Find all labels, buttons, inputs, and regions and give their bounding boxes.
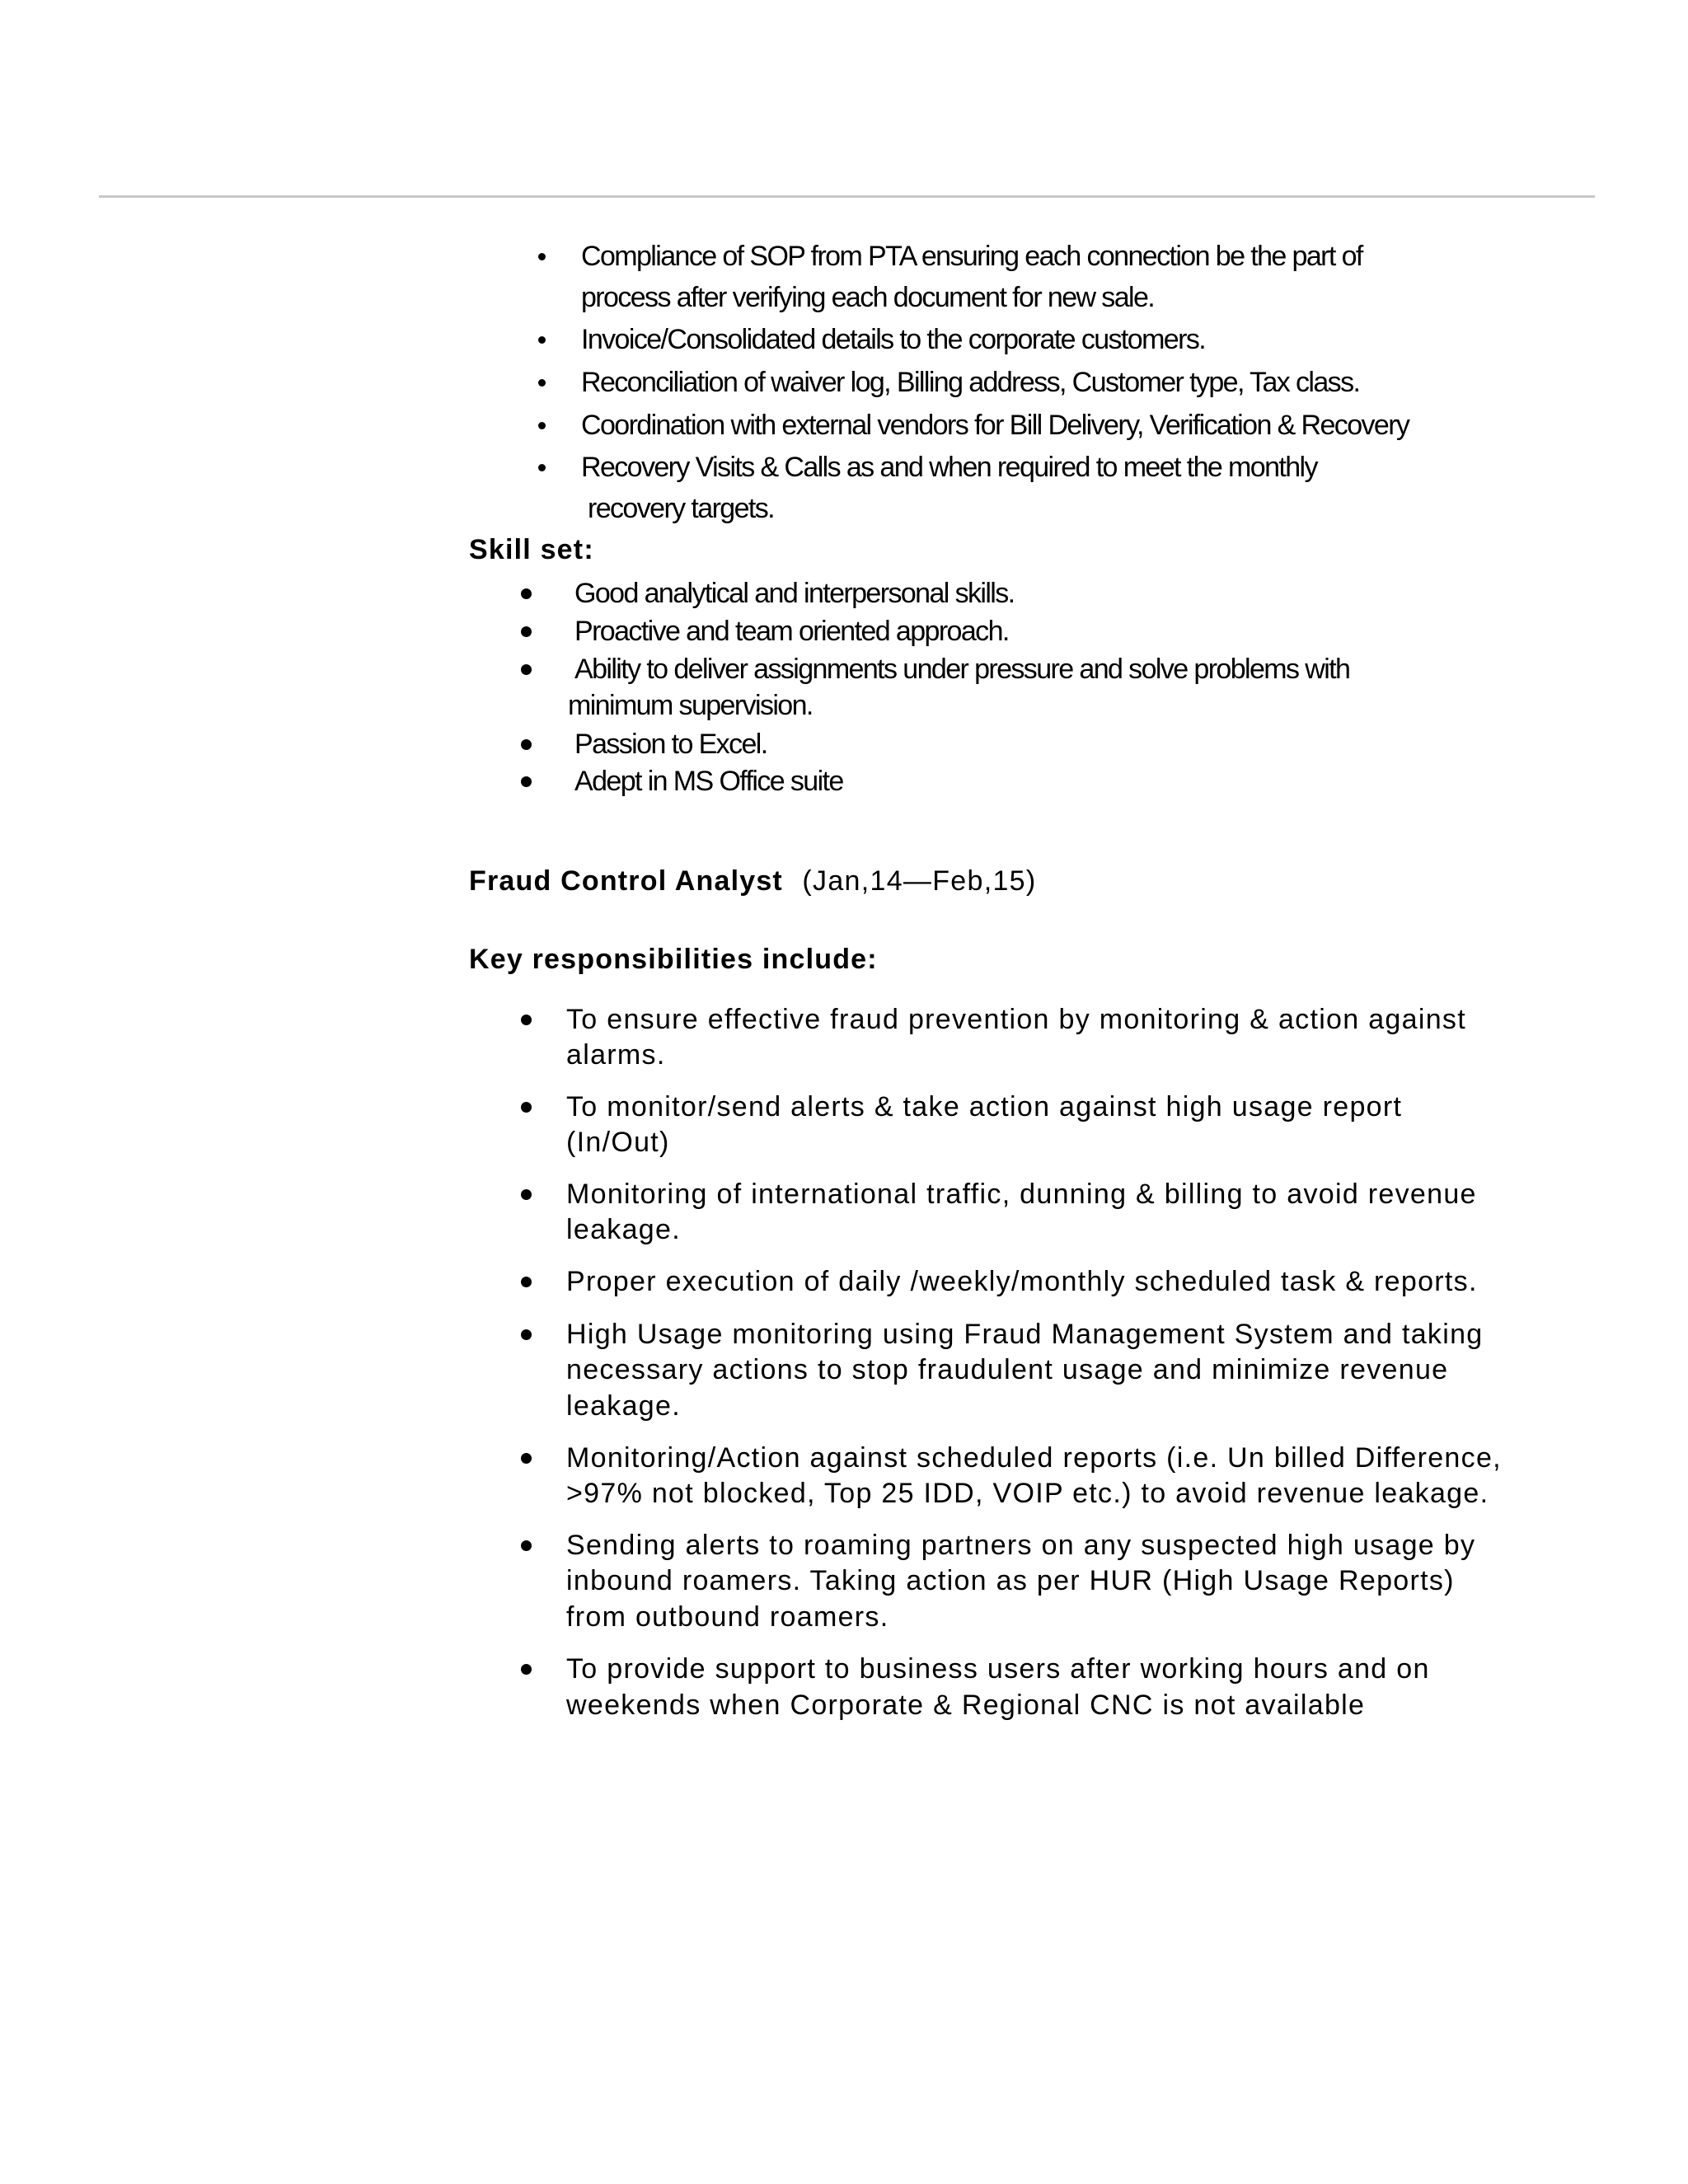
bullet-icon	[521, 1329, 532, 1340]
job-title-line	[469, 864, 1037, 898]
job-dates: (Jan,14—Feb,15)	[802, 865, 1037, 897]
list-item: Monitoring of international traffic, dunning & billing to avoid revenue	[566, 1179, 1477, 1210]
bullet-icon	[538, 422, 546, 429]
bullet-icon	[538, 464, 546, 471]
list-item-continuation: >97% not blocked, Top 25 IDD, VOIP etc.) to avoid revenue leakage.	[566, 1478, 1489, 1509]
bullet-icon	[521, 1277, 532, 1287]
list-item: Ability to deliver assignments under pressure and solve problems with	[574, 654, 1350, 685]
list-item: Monitoring/Action against scheduled reports (i.e. Un billed Difference,	[566, 1442, 1502, 1474]
list-item: Proper execution of daily /weekly/monthly scheduled task & reports.	[566, 1266, 1478, 1297]
list-item-continuation: alarms.	[566, 1039, 666, 1071]
bullet-icon	[521, 1189, 532, 1200]
list-item-continuation: from outbound roamers.	[566, 1601, 889, 1633]
header-divider	[99, 195, 1595, 198]
list-item-continuation: minimum supervision.	[568, 690, 813, 721]
list-item: Good analytical and interpersonal skills.	[574, 578, 1015, 609]
bullet-icon	[538, 379, 546, 387]
list-item: To provide support to business users after working hours and on	[566, 1653, 1430, 1685]
list-item: Sending alerts to roaming partners on any suspected high usage by	[566, 1530, 1476, 1561]
list-item: To monitor/send alerts & take action against high usage report	[566, 1091, 1403, 1122]
list-item-continuation: inbound roamers. Taking action as per HUR (High Usage Reports)	[566, 1565, 1455, 1596]
list-item: Reconciliation of waiver log, Billing address, Customer type, Tax class.	[581, 367, 1360, 398]
list-item: High Usage monitoring using Fraud Management System and taking	[566, 1319, 1484, 1350]
list-item: Adept in MS Office suite	[574, 766, 843, 797]
list-item: Compliance of SOP from PTA ensuring each connection be the part of	[581, 241, 1362, 272]
bullet-icon	[521, 664, 532, 675]
bullet-icon	[521, 588, 532, 599]
bullet-icon	[538, 253, 546, 260]
list-item: Passion to Excel.	[574, 729, 767, 760]
responsibilities-heading: Key responsibilities include:	[469, 944, 878, 975]
bullet-icon	[521, 1540, 532, 1551]
list-item-continuation: necessary actions to stop fraudulent usage and minimize revenue	[566, 1354, 1449, 1385]
list-item-continuation: weekends when Corporate & Regional CNC is not available	[566, 1690, 1366, 1721]
bullet-icon	[521, 776, 532, 787]
list-item: To ensure effective fraud prevention by monitoring & action against	[566, 1004, 1466, 1035]
bullet-icon	[538, 336, 546, 344]
list-item: Coordination with external vendors for Bill Delivery, Verification & Recovery	[581, 410, 1409, 441]
list-item-continuation: leakage.	[566, 1214, 681, 1245]
bullet-icon	[521, 739, 532, 750]
list-item: Proactive and team oriented approach.	[574, 616, 1009, 647]
bullet-icon	[521, 1664, 532, 1675]
list-item-continuation: process after verifying each document for new sale.	[581, 282, 1155, 313]
bullet-icon	[521, 1015, 532, 1025]
job-title: Fraud Control Analyst	[469, 865, 783, 897]
bullet-icon	[521, 626, 532, 637]
bullet-icon	[521, 1453, 532, 1464]
list-item-continuation: leakage.	[566, 1390, 681, 1422]
list-item-continuation: recovery targets.	[588, 493, 775, 524]
list-item-continuation: (In/Out)	[566, 1127, 670, 1158]
skills-heading: Skill set:	[469, 534, 594, 565]
list-item: Recovery Visits & Calls as and when required to meet the monthly	[581, 452, 1317, 483]
bullet-icon	[521, 1102, 532, 1113]
list-item: Invoice/Consolidated details to the corporate customers.	[581, 324, 1206, 355]
